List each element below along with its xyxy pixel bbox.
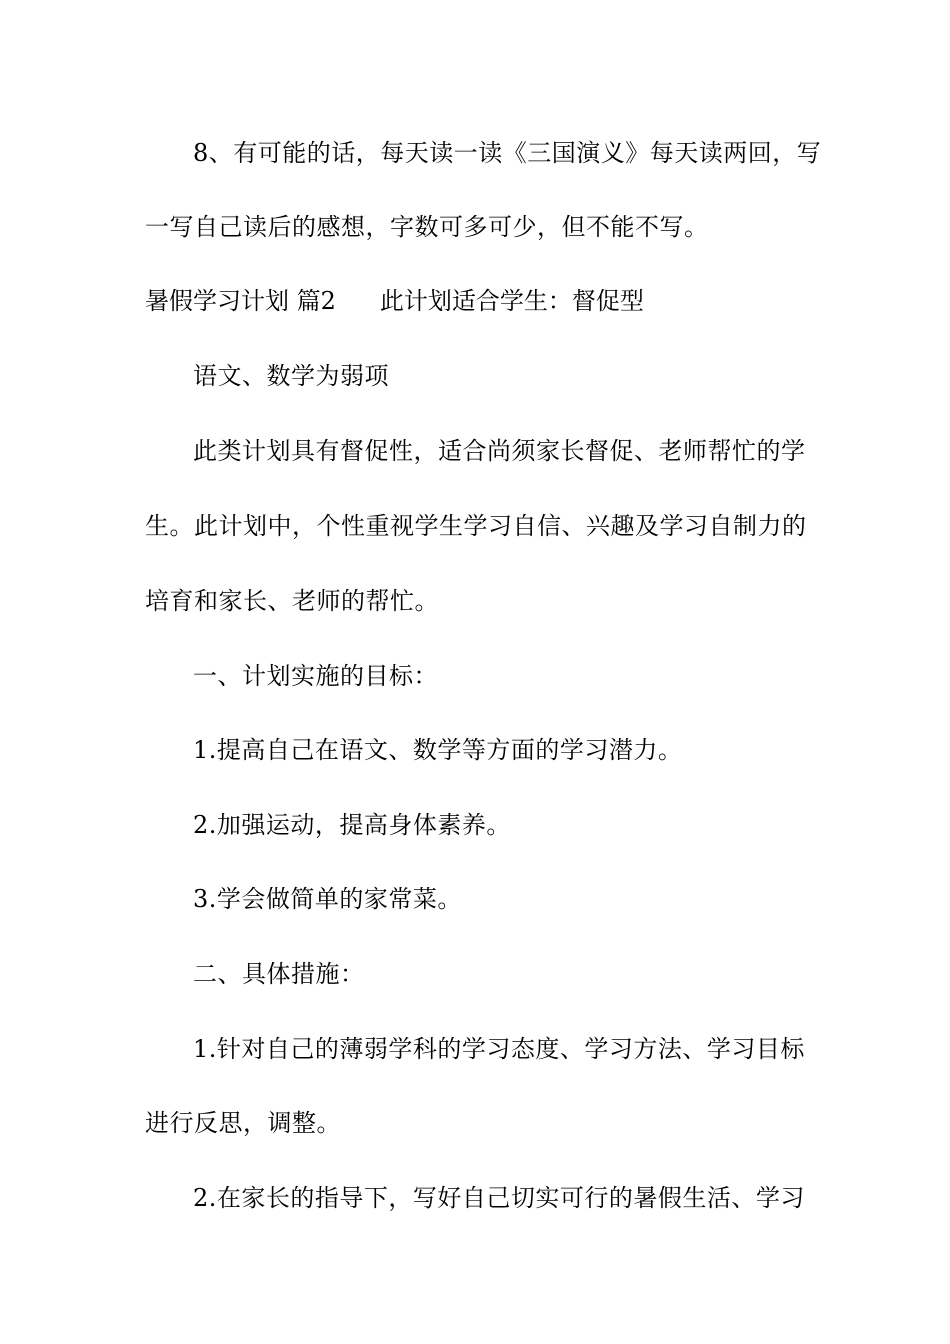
paragraph-line: 8、有可能的话，每天读一读《三国演义》每天读两回，写 — [193, 139, 822, 167]
heading-title: 暑假学习计划 篇2 — [145, 287, 336, 315]
paragraph-line: 此类计划具有督促性，适合尚须家长督促、老师帮忙的学 — [193, 437, 806, 465]
list-item: 3.学会做简单的家常菜。 — [193, 885, 462, 913]
list-item: 2.在家长的指导下，写好自己切实可行的暑假生活、学习 — [193, 1184, 805, 1212]
paragraph-line: 一写自己读后的感想，字数可多可少，但不能不写。 — [145, 213, 709, 241]
section-heading — [145, 286, 644, 316]
paragraph-line: 培育和家长、老师的帮忙。 — [145, 587, 439, 615]
list-item-continuation: 进行反思，调整。 — [145, 1109, 341, 1137]
section-title: 一、计划实施的目标： — [193, 662, 438, 690]
list-item: 1.针对自己的薄弱学科的学习态度、学习方法、学习目标 — [193, 1035, 805, 1063]
paragraph-line: 生。此计划中，个性重视学生学习自信、兴趣及学习自制力的 — [145, 512, 807, 540]
list-item: 2.加强运动，提高身体素养。 — [193, 811, 511, 839]
list-item: 1.提高自己在语文、数学等方面的学习潜力。 — [193, 736, 683, 764]
heading-subtitle: 此计划适合学生：督促型 — [379, 287, 644, 315]
section-title: 二、具体措施： — [193, 960, 365, 988]
paragraph-line: 语文、数学为弱项 — [193, 362, 389, 390]
